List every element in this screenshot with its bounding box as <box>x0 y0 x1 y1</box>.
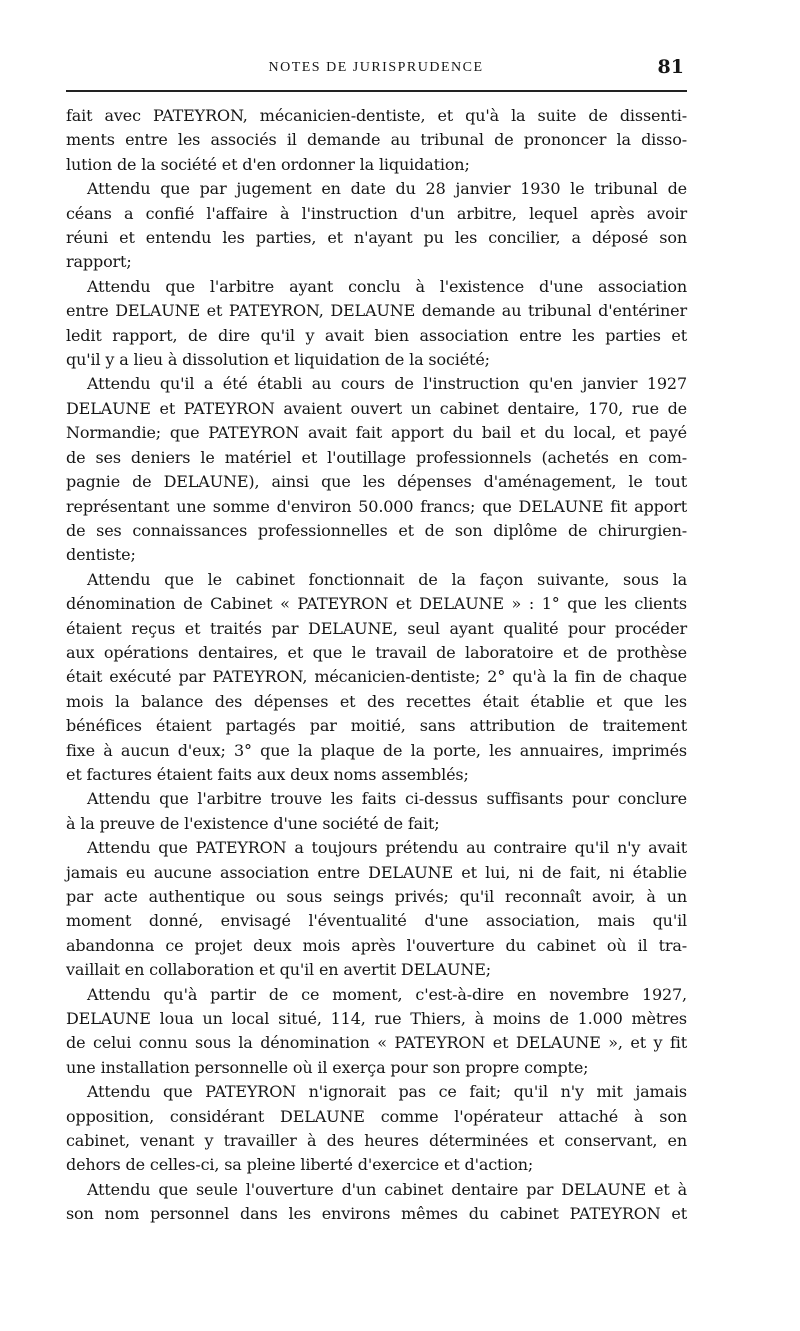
paragraph <box>66 372 687 567</box>
text-line: abandonna ce projet deux mois après l'ouverture du cabinet où il tra- <box>66 935 687 955</box>
text-line: une installation personnelle où il exerça pour son propre compte; <box>66 1057 589 1077</box>
text-line: DELAUNE loua un local situé, 114, rue Thiers, à moins de 1.000 mètres <box>66 1009 687 1029</box>
text-line: et factures étaient faits aux deux noms assemblés; <box>66 764 469 784</box>
page-header <box>66 56 686 82</box>
text-line: était exécuté par PATEYRON, mécanicien-dentiste; 2° qu'à la fin de chaque <box>66 667 687 687</box>
text-line: Attendu qu'il a été établi au cours de l'instruction qu'en janvier 1927 <box>87 374 687 394</box>
text-line: de ses connaissances professionnelles et de son diplôme de chirurgien- <box>66 520 687 540</box>
text-line: réuni et entendu les parties, et n'ayant pu les concilier, a déposé son <box>66 228 687 248</box>
page-number: 81 <box>657 56 684 78</box>
text-line: opposition, considérant DELAUNE comme l'opérateur attaché à son <box>66 1106 687 1126</box>
paragraph <box>66 177 687 275</box>
text-line: à la preuve de l'existence d'une société de fait; <box>66 813 440 833</box>
text-line: entre DELAUNE et PATEYRON, DELAUNE demande au tribunal d'entériner <box>66 301 687 321</box>
text-line: fixe à aucun d'eux; 3° que la plaque de la porte, les annuaires, imprimés <box>66 740 687 760</box>
running-title: NOTES DE JURISPRUDENCE <box>268 60 484 75</box>
text-line: cabinet, venant y travailler à des heures déterminées et conservant, en <box>66 1131 687 1151</box>
text-line: vaillait en collaboration et qu'il en avertit DELAUNE; <box>66 960 491 980</box>
text-line: céans a confié l'affaire à l'instruction d'un arbitre, lequel après avoir <box>66 203 687 223</box>
text-line: lution de la société et d'en ordonner la liquidation; <box>66 154 470 174</box>
text-line: dehors de celles-ci, sa pleine liberté d'exercice et d'action; <box>66 1155 534 1175</box>
text-line: Attendu que par jugement en date du 28 janvier 1930 le tribunal de <box>87 179 687 199</box>
text-line: son nom personnel dans les environs mêmes du cabinet PATEYRON et <box>66 1204 687 1224</box>
text-line: dentiste; <box>66 545 136 565</box>
paragraph <box>66 104 687 177</box>
text-line: moment donné, envisagé l'éventualité d'une association, mais qu'il <box>66 911 687 931</box>
paragraph <box>66 836 687 982</box>
text-line: Attendu que l'arbitre ayant conclu à l'existence d'une association <box>87 276 687 296</box>
text-line: dénomination de Cabinet « PATEYRON et DELAUNE » : 1° que les clients <box>66 594 687 614</box>
text-line: Attendu que PATEYRON n'ignorait pas ce fait; qu'il n'y mit jamais <box>87 1082 687 1102</box>
text-line: aux opérations dentaires, et que le travail de laboratoire et de prothèse <box>66 642 687 662</box>
paragraph <box>66 1080 687 1178</box>
text-line: pagnie de DELAUNE), ainsi que les dépenses d'aménagement, le tout <box>66 472 687 492</box>
paragraph <box>66 787 687 836</box>
paragraph <box>66 275 687 373</box>
text-line: ledit rapport, de dire qu'il y avait bien association entre les parties et <box>66 325 687 345</box>
text-line: par acte authentique ou sous seings privés; qu'il reconnaît avoir, à un <box>66 887 687 906</box>
text-line: Attendu que l'arbitre trouve les faits ci-dessus suffisants pour conclure <box>87 789 687 809</box>
text-line: de ses deniers le matériel et l'outillage professionnels (achetés en com- <box>66 447 687 467</box>
text-line: ments entre les associés il demande au tribunal de prononcer la disso- <box>66 130 687 150</box>
text-line: fait avec PATEYRON, mécanicien-dentiste, et qu'à la suite de dissenti- <box>66 106 687 125</box>
text-line: Attendu que le cabinet fonctionnait de la façon suivante, sous la <box>87 569 687 589</box>
text-line: Attendu qu'à partir de ce moment, c'est-à-dire en novembre 1927, <box>87 984 687 1004</box>
text-line: rapport; <box>66 252 132 272</box>
text-line: étaient reçus et traités par DELAUNE, seul ayant qualité pour procéder <box>66 618 687 638</box>
text-line: bénéfices étaient partagés par moitié, sans attribution de traitement <box>66 716 687 736</box>
text-line: Attendu que seule l'ouverture d'un cabinet dentaire par DELAUNE et à <box>87 1179 687 1199</box>
text-line: mois la balance des dépenses et des recettes était établie et que les <box>66 691 687 711</box>
text-line: représentant une somme d'environ 50.000 francs; que DELAUNE fit apport <box>66 496 687 516</box>
paragraph <box>66 983 687 1081</box>
text-line: qu'il y a lieu à dissolution et liquidation de la société; <box>66 350 490 370</box>
text-line: DELAUNE et PATEYRON avaient ouvert un cabinet dentaire, 170, rue de <box>66 398 687 418</box>
body-text <box>66 104 687 1227</box>
paragraph <box>66 568 687 788</box>
text-line: jamais eu aucune association entre DELAUNE et lui, ni de fait, ni établie <box>66 862 687 882</box>
text-line: de celui connu sous la dénomination « PATEYRON et DELAUNE », et y fit <box>66 1033 687 1053</box>
text-line: Attendu que PATEYRON a toujours prétendu au contraire qu'il n'y avait <box>87 838 687 858</box>
paragraph <box>66 1178 687 1227</box>
header-rule <box>66 90 687 92</box>
text-line: Normandie; que PATEYRON avait fait apport du bail et du local, et payé <box>66 423 687 443</box>
